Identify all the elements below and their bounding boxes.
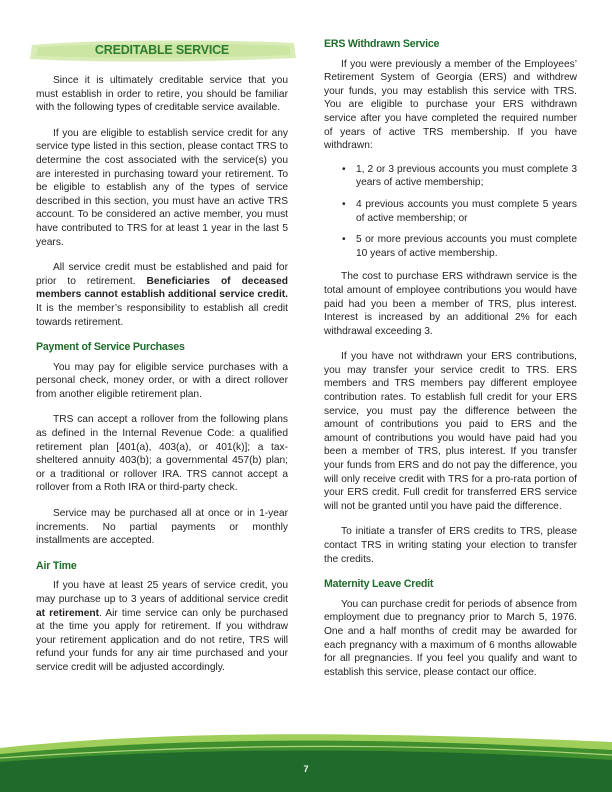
ers-initiate-paragraph: To initiate a transfer of ERS credits to TRS, please contact TRS in writing stating your election to transfer the credits. xyxy=(324,526,577,565)
bullet-icon: • xyxy=(342,198,346,210)
ers-heading: ERS Withdrawn Service xyxy=(324,38,440,50)
ers-intro-paragraph: If you were previously a member of the Employees’ Retirement System of Georgia (ERS) and withdrew your funds, you may establish this service with TRS. You are eligible to purchase your ERS withdrawn service after you have completed the required number of years of active TRS membership. If you have withdrawn: xyxy=(324,58,577,152)
list-item xyxy=(324,233,577,260)
payment-paragraph-3: Service may be purchased all at once or in 1-year increments. No partial payments or monthly installments are accepted. xyxy=(36,508,288,547)
bullet-text: 5 or more previous accounts you must complete 10 years of active membership. xyxy=(356,234,577,259)
list-item xyxy=(324,163,577,190)
ers-cost-paragraph: The cost to purchase ERS withdrawn service is the total amount of employee contributions you would have paid had you been a member of TRS, plus interest. Interest is increased by an additional 2% for each withdrawal exceeding 3. xyxy=(324,271,577,337)
air-time-text-c: . Air time service can only be purchased at the time you apply for retirement. If you withdraw your retirement application and do not retire, TRS will refund your funds for any air time purchased and your service credit will be adjusted accordingly. xyxy=(36,607,288,673)
creditable-service-heading xyxy=(36,36,288,66)
right-column xyxy=(324,36,577,691)
air-time-heading: Air Time xyxy=(36,559,77,572)
payment-paragraph-2: TRS can accept a rollover from the following plans as defined in the Internal Revenue Code: a qualified retirement plan [401(a), 403(a), or 401(k)]; a tax-sheltered annuity 403(b); a governmental 457(b) plan; or a traditional or rollover IRA. TRS cannot accept a rollover from a Roth IRA or third-party check. xyxy=(36,414,288,494)
maternity-heading: Maternity Leave Credit xyxy=(324,578,434,591)
beneficiaries-warning: Beneficiaries of deceased members cannot establish additional service credit. xyxy=(36,275,289,301)
bullet-icon: • xyxy=(342,163,346,175)
intro-paragraph-2: If you are eligible to establish service credit for any service type listed in this section, please contact TRS to determine the cost associated with the service(s) you are interested in purchasing toward your retirement. To be eligible to establish any of the types of service described in this section, you must have an active TRS account. To be considered an active member, you must have contributed to TRS for at least 1 year in the last 5 years. xyxy=(36,127,288,248)
left-column xyxy=(36,36,288,687)
at-retirement-emphasis: at retirement xyxy=(36,607,99,619)
air-time-paragraph xyxy=(36,579,288,674)
payment-paragraph-1: You may pay for eligible service purchases with a personal check, money order, or with a direct rollover from another eligible retirement plan. xyxy=(36,361,288,400)
intro-paragraph-1: Since it is ultimately creditable service that you must establish in order to retire, you should be familiar with the following types of creditable service available. xyxy=(36,75,288,114)
ers-transfer-paragraph: If you have not withdrawn your ERS contributions, you may transfer your service credit to TRS. ERS members and TRS members pay different employee contribution rates. To establish full credit for your ERS service, you must pay the difference between the amount of contributions you paid to ERS and the amount of contributions you would have paid had you been a member of TRS, plus interest. If you transfer your funds from ERS and do not pay the difference, you will only receive credit with TRS for a pro-rata portion of your ERS credit. Full credit for transferred ERS service will not be granted until you have paid the difference. xyxy=(324,351,577,512)
page-number: 7 xyxy=(303,764,309,774)
bullet-icon: • xyxy=(342,234,346,246)
list-item xyxy=(324,198,577,225)
ers-bullet-list xyxy=(324,163,577,261)
maternity-paragraph: You can purchase credit for periods of absence from employment due to pregnancy prior to March 5, 1976. One and a half months of credit may be awarded for each pregnancy with a maximum of 6 months allowable for all pregnancies. If you feel you qualify and want to establish this service, please contact our office. xyxy=(324,598,577,678)
footer-wave-graphic xyxy=(0,728,612,792)
service-credit-text-c: It is the member’s responsibility to establish all credit towards retirement. xyxy=(36,302,288,328)
service-credit-paragraph xyxy=(36,261,288,329)
bullet-text: 4 previous accounts you must complete 5 years of active membership; or xyxy=(356,198,577,224)
service-credit-text-a: All service credit must be established and paid for prior to retirement. xyxy=(36,262,288,287)
bullet-text: 1, 2 or 3 previous accounts you must complete 3 years of active membership; xyxy=(356,163,577,189)
payment-heading: Payment of Service Purchases xyxy=(36,341,185,354)
air-time-text-a: If you have at least 25 years of service credit, you may purchase up to 3 years of additional service credit xyxy=(36,580,288,605)
main-heading-text: CREDITABLE SERVICE xyxy=(94,43,230,57)
